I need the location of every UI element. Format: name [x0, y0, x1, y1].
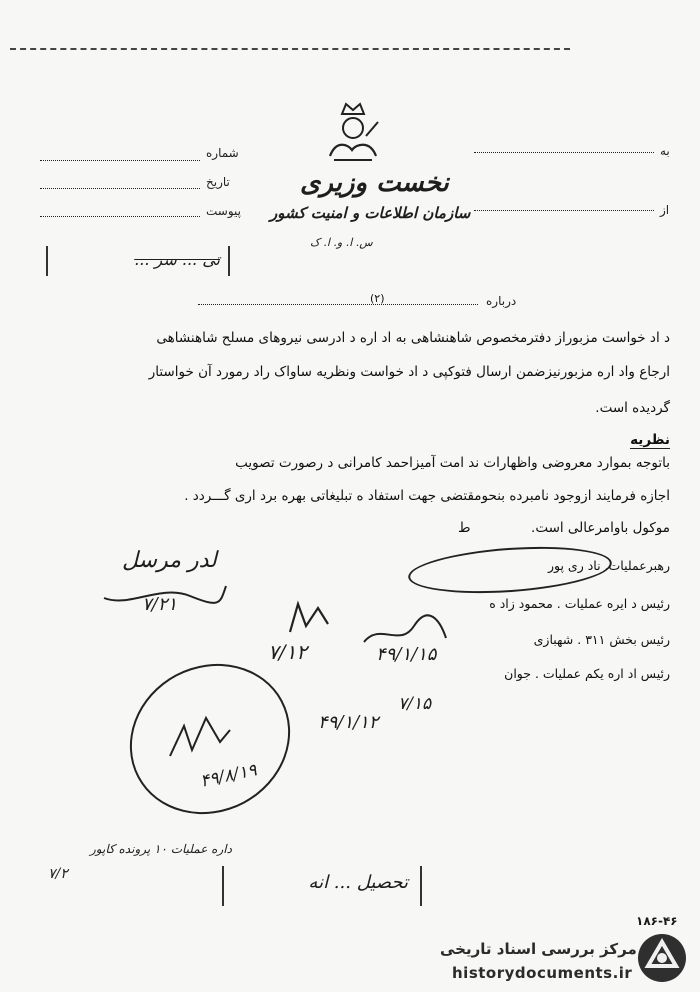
opinion-line-1: باتوجه بموارد معروضی واظهارات ند امت آمیزاحمد کامرانی د رصورت تصویب — [235, 455, 670, 471]
signature-scribble-b — [284, 596, 334, 640]
number-field-line — [40, 160, 200, 161]
opinion-line-3: موکول باوامرعالی است. — [531, 520, 670, 536]
regarding-value: (۲) — [370, 292, 385, 305]
watermark-title: مرکز بررسی اسناد تاریخی — [440, 940, 637, 958]
bottom-handwritten-note: داره عملیات ۱۰ پرونده کاپور — [90, 842, 232, 856]
opinion-line-2: اجازه فرمایند ازوجود نامبرده بنحومقتضی جهت استفاد ه تبلیغاتی بهره برد اری گـــردد . — [184, 488, 670, 504]
to-label: به — [660, 144, 670, 158]
handwritten-note-top: لدر مرسل — [122, 548, 217, 573]
regarding-label: درباره — [486, 294, 517, 308]
oval-stamp-date: ۴۹/۸/۱۹ — [198, 760, 259, 792]
signatory-4: رئیس اد اره یکم عملیات . جوان — [504, 666, 670, 681]
body-line-3: گردیده است. — [595, 400, 670, 416]
date-label: تاریخ — [206, 175, 230, 189]
watermark-url: historydocuments.ir — [452, 964, 633, 982]
closing-mark: ط — [458, 520, 471, 536]
handwritten-date-c: ۷/۱۲ — [268, 640, 307, 664]
signatory-1: رهبرعملیات. ناد ری پور — [547, 558, 670, 573]
from-field-line — [474, 210, 654, 211]
opinion-label: نظریه — [630, 432, 670, 448]
document-code: ۱۸۶-۴۶ — [636, 914, 678, 928]
handwritten-date-b: ۴۹/۱/۱۵ — [376, 644, 437, 665]
regarding-line — [198, 304, 478, 305]
signature-scribble-d — [160, 706, 240, 766]
attachment-label: پیوست — [206, 204, 241, 218]
bottom-stamp-box — [222, 866, 422, 906]
attachment-field-line — [40, 216, 200, 217]
handwritten-date-e: ۷/۱۵ — [398, 694, 432, 714]
org-title: نخست وزیری — [300, 168, 449, 198]
from-label: از — [660, 203, 670, 217]
date-field-line — [40, 188, 200, 189]
top-edge-line — [10, 48, 570, 50]
signatory-2: رئیس د ایره عملیات . محمود زاد ه — [489, 596, 670, 611]
body-line-1: د اد خواست مزبوراز دفترمخصوص شاهنشاهی به اد اره د ادرسی نیروهای مسلح شاهنشاهی — [156, 330, 670, 346]
bottom-stamp-text: تحصیل ... انه — [308, 872, 408, 893]
to-field-line — [474, 152, 654, 153]
lion-sun-emblem — [322, 100, 384, 170]
archive-logo-icon — [634, 930, 690, 986]
signatory-3: رئیس بخش ۳۱۱ . شهبازی — [533, 632, 670, 647]
body-line-2: ارجاع واد اره مزبورنیزضمن ارسال فتوکپی د اد خواست ونظریه ساواک راد رمورد آن خواستار — [148, 364, 670, 380]
handwritten-date-d: ۴۹/۱/۱۲ — [318, 712, 379, 733]
org-code: س. ا. و. ا. ک — [310, 236, 373, 249]
crossed-stamp-text: تی ... سر ... — [134, 250, 220, 269]
handwritten-date-a: ۷/۲۱ — [142, 594, 178, 615]
crossed-stamp-box — [46, 246, 230, 276]
bottom-handwritten-number: ۷/۲ — [48, 866, 68, 882]
number-label: شماره — [206, 146, 239, 160]
org-subtitle: سازمان اطلاعات و امنیت کشور — [270, 204, 471, 222]
